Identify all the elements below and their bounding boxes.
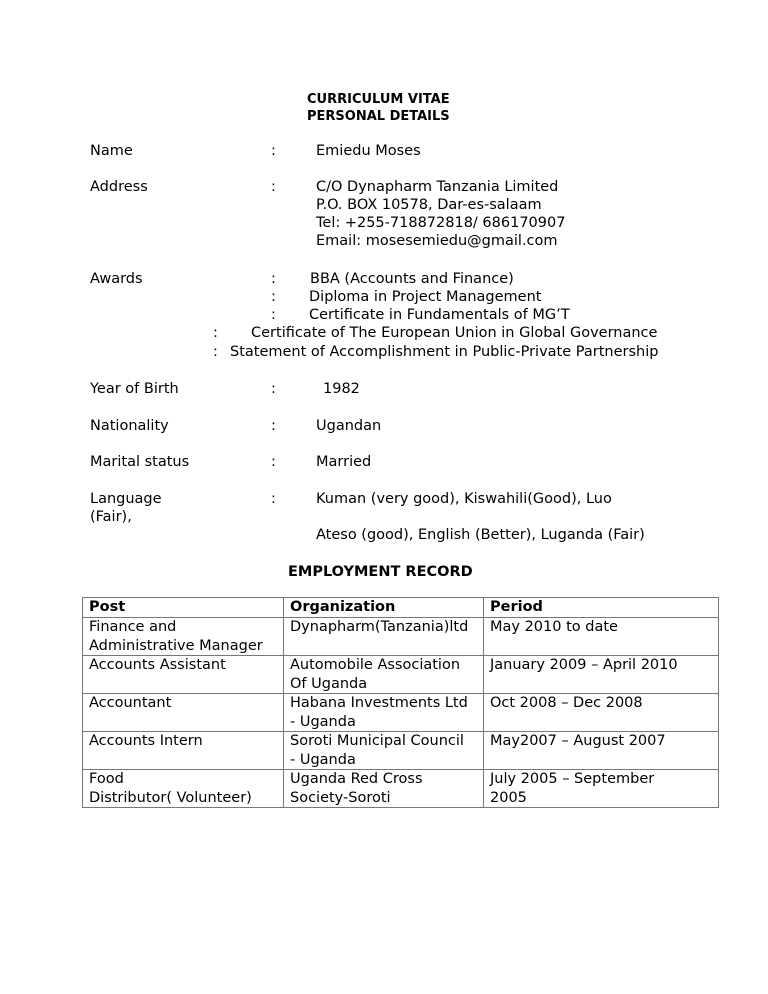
organization-cell: Habana Investments Ltd - Uganda: [284, 694, 484, 732]
name-value: Emiedu Moses: [316, 143, 421, 159]
year-of-birth-separator: :: [271, 381, 276, 397]
language-label-continuation: (Fair),: [90, 509, 132, 525]
award-item: Certificate in Fundamentals of MG’T: [309, 307, 570, 323]
organization-cell: Automobile Association Of Uganda: [284, 656, 484, 694]
post-cell: Food Distributor( Volunteer): [83, 770, 284, 808]
table-row: [83, 694, 719, 732]
name-separator: :: [271, 143, 276, 159]
marital-status-label: Marital status: [90, 454, 190, 470]
period-cell: Oct 2008 – Dec 2008: [484, 694, 719, 732]
marital-status-separator: :: [271, 454, 276, 470]
post-cell: Accounts Intern: [83, 732, 284, 770]
address-line: C/O Dynapharm Tanzania Limited: [316, 179, 559, 195]
award-item: Diploma in Project Management: [309, 289, 542, 305]
organization-cell: Soroti Municipal Council - Uganda: [284, 732, 484, 770]
language-value-line1: Kuman (very good), Kiswahili(Good), Luo: [316, 491, 612, 507]
period-cell: July 2005 – September 2005: [484, 770, 719, 808]
table-row: [83, 732, 719, 770]
nationality-separator: :: [271, 418, 276, 434]
table-header-row: [83, 598, 719, 618]
table-row: [83, 618, 719, 656]
address-line: P.O. BOX 10578, Dar-es-salaam: [316, 197, 542, 213]
address-label: Address: [90, 179, 148, 195]
address-separator: :: [271, 179, 276, 195]
nationality-label: Nationality: [90, 418, 169, 434]
award-item: Statement of Accomplishment in Public-Private Partnership: [230, 344, 659, 360]
post-cell: Accounts Assistant: [83, 656, 284, 694]
column-header-post: Post: [83, 598, 284, 618]
awards-label: Awards: [90, 271, 143, 287]
post-cell: Accountant: [83, 694, 284, 732]
language-value-line2: Ateso (good), English (Better), Luganda (Fair): [316, 527, 645, 543]
marital-status-value: Married: [316, 454, 372, 470]
address-email: Email: mosesemiedu@gmail.com: [316, 233, 558, 249]
award-separator: :: [213, 325, 218, 341]
table-row: [83, 770, 719, 808]
award-item: BBA (Accounts and Finance): [310, 271, 514, 287]
year-of-birth-value: 1982: [323, 381, 360, 397]
address-phone: Tel: +255-718872818/ 686170907: [316, 215, 566, 231]
column-header-period: Period: [484, 598, 719, 618]
nationality-value: Ugandan: [316, 418, 382, 434]
period-cell: January 2009 – April 2010: [484, 656, 719, 694]
award-separator: :: [271, 307, 276, 323]
organization-cell: Uganda Red Cross Society-Soroti: [284, 770, 484, 808]
employment-record-heading: EMPLOYMENT RECORD: [288, 564, 473, 580]
organization-cell: Dynapharm(Tanzania)ltd: [284, 618, 484, 656]
employment-table: [82, 597, 719, 808]
table-row: [83, 656, 719, 694]
award-item: Certificate of The European Union in Global Governance: [251, 325, 658, 341]
section-title-personal-details: PERSONAL DETAILS: [307, 109, 450, 124]
name-label: Name: [90, 143, 133, 159]
period-cell: May 2010 to date: [484, 618, 719, 656]
year-of-birth-label: Year of Birth: [90, 381, 179, 397]
language-separator: :: [271, 491, 276, 507]
post-cell: Finance and Administrative Manager: [83, 618, 284, 656]
period-cell: May2007 – August 2007: [484, 732, 719, 770]
award-separator: :: [271, 271, 276, 287]
award-separator: :: [213, 344, 218, 360]
cv-title: CURRICULUM VITAE: [307, 92, 450, 107]
language-label: Language: [90, 491, 162, 507]
award-separator: :: [271, 289, 276, 305]
column-header-organization: Organization: [284, 598, 484, 618]
